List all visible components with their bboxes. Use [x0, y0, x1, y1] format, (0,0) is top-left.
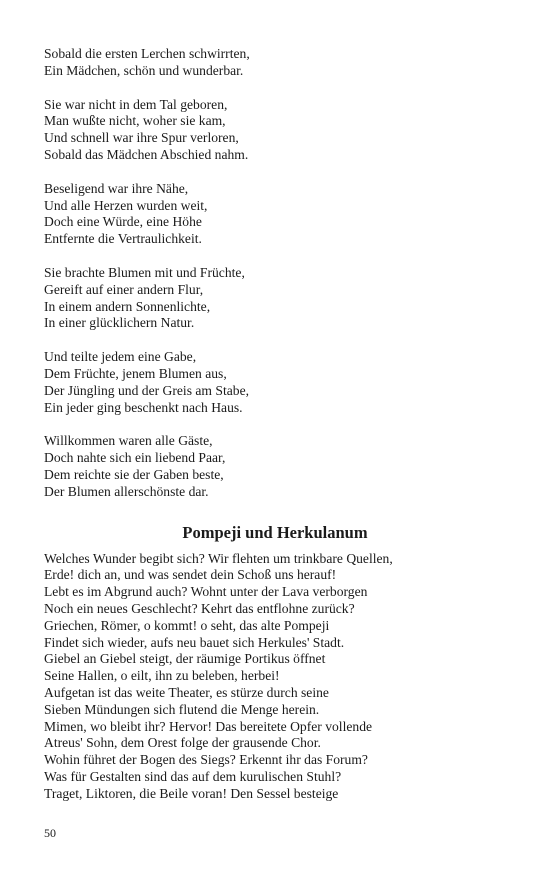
page-body	[44, 46, 514, 802]
verse-line: Dem Früchte, jenem Blumen aus,	[44, 365, 227, 381]
verse-line: Doch eine Würde, eine Höhe	[44, 214, 202, 230]
verse-line: Erde! dich an, und was sendet dein Schoß uns herauf!	[44, 567, 337, 583]
stanza-4	[44, 265, 514, 332]
verse-line: Giebel an Giebel steigt, der räumige Portikus öffnet	[44, 651, 326, 667]
verse-line: Aufgetan ist das weite Theater, es stürze durch seine	[44, 684, 329, 700]
verse-line: Griechen, Römer, o kommt! o seht, das alte Pompeji	[44, 617, 330, 633]
verse-line: Sie war nicht in dem Tal geboren,	[44, 96, 228, 112]
verse-line: In einem andern Sonnenlichte,	[44, 298, 211, 314]
verse-line: Lebt es im Abgrund auch? Wohnt unter der Lava verborgen	[44, 584, 368, 600]
verse-line: Findet sich wieder, aufs neu bauet sich Herkules' Stadt.	[44, 634, 345, 650]
verse-line: Sie brachte Blumen mit und Früchte,	[44, 264, 245, 280]
verse-line: Entfernte die Vertraulichkeit.	[44, 231, 202, 247]
verse-line: Wohin führet der Bogen des Siegs? Erkennt ihr das Forum?	[44, 752, 368, 768]
page-number: 50	[44, 826, 56, 840]
verse-line: Der Jüngling und der Greis am Stabe,	[44, 382, 249, 398]
verse-line: Sobald die ersten Lerchen schwirrten,	[44, 46, 250, 61]
verse-line: Doch nahte sich ein liebend Paar,	[44, 450, 226, 466]
verse-line: Mimen, wo bleibt ihr? Hervor! Das bereitete Opfer vollende	[44, 718, 373, 734]
verse-line: Beseligend war ihre Nähe,	[44, 180, 189, 196]
verse-line: Ein jeder ging beschenkt nach Haus.	[44, 399, 243, 415]
verse-line: Und teilte jedem eine Gabe,	[44, 349, 197, 365]
verse-line: Gereift auf einer andern Flur,	[44, 281, 204, 297]
verse-line: Traget, Liktoren, die Beile voran! Den Sessel besteige	[44, 785, 339, 801]
verse-line: In einer glücklichern Natur.	[44, 315, 195, 331]
verse-line: Noch ein neues Geschlecht? Kehrt das entflohne zurück?	[44, 600, 355, 616]
stanza-6	[44, 433, 514, 500]
verse-line: Sobald das Mädchen Abschied nahm.	[44, 146, 249, 162]
verse-line: Der Blumen allerschönste dar.	[44, 483, 209, 499]
poem-continuation	[44, 46, 514, 501]
stanza-2	[44, 97, 514, 164]
verse-line: Sieben Mündungen sich flutend die Menge herein.	[44, 701, 320, 717]
verse-line: Ein Mädchen, schön und wunderbar.	[44, 62, 244, 78]
verse-line: Und schnell war ihre Spur verloren,	[44, 130, 239, 146]
verse-line: Atreus' Sohn, dem Orest folge der grausende Chor.	[44, 735, 321, 751]
stanza-5	[44, 349, 514, 416]
verse-line: Willkommen waren alle Gäste,	[44, 433, 213, 449]
verse-line: Welches Wunder begibt sich? Wir flehten um trinkbare Quellen,	[44, 550, 393, 566]
poem-body	[44, 551, 514, 803]
stanza-1	[44, 46, 514, 80]
verse-line: Man wußte nicht, woher sie kam,	[44, 113, 226, 129]
verse-line: Und alle Herzen wurden weit,	[44, 197, 208, 213]
verse-line: Was für Gestalten sind das auf dem kurulischen Stuhl?	[44, 768, 342, 784]
verse-line: Dem reichte sie der Gaben beste,	[44, 466, 224, 482]
stanza-3	[44, 181, 514, 248]
verse-line: Seine Hallen, o eilt, ihn zu beleben, herbei!	[44, 668, 280, 684]
poem-title: Pompeji und Herkulanum	[182, 522, 368, 542]
